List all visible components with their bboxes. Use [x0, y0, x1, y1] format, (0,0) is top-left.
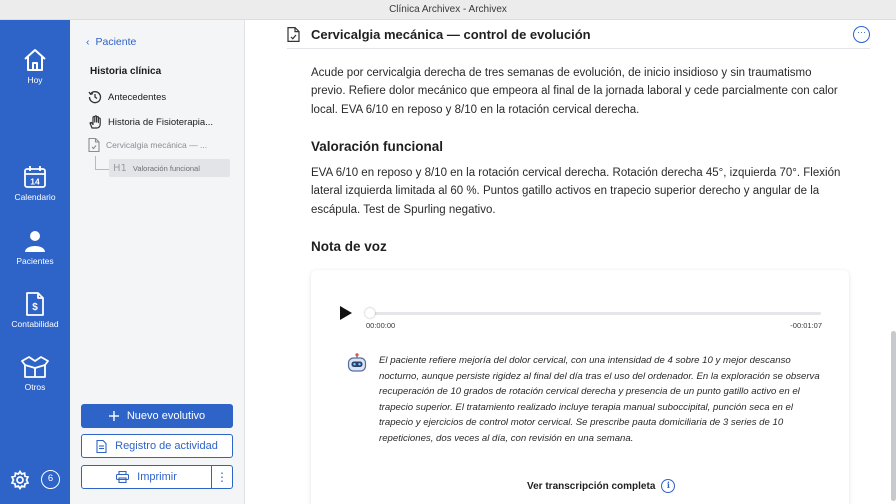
remaining-time: -00:01:07	[790, 321, 822, 330]
new-evolution-label: Nuevo evolutivo	[126, 410, 206, 422]
rail-footer	[0, 468, 70, 490]
document-header	[287, 20, 870, 49]
box-icon	[21, 355, 49, 379]
heading-level-marker: H1	[113, 162, 127, 174]
hand-icon	[88, 115, 102, 129]
play-icon[interactable]	[339, 305, 353, 321]
nav-item-others[interactable]	[0, 355, 70, 392]
document-title: Cervicalgia mecánica — control de evolución	[311, 27, 591, 42]
nav-item-accounting[interactable]	[0, 292, 70, 329]
document-icon	[287, 27, 300, 42]
more-options-button[interactable]: ···	[853, 26, 870, 43]
section-text-valoracion: EVA 6/10 en reposo y 8/10 en la rotación cervical derecha. Rotación derecha 45°, izquierda 70°. Flexión lateral izquierda limitada al 60 %. Puntos gatillo activos en trapecio superior derecho y angular de la escápula. Test de Spurling negativo.	[311, 167, 841, 216]
audio-progress-handle[interactable]	[365, 308, 375, 318]
sidebar-item-fisioterapia[interactable]	[88, 113, 213, 131]
nav-item-calendar[interactable]	[0, 165, 70, 202]
printer-icon	[116, 471, 129, 483]
window-title: Clínica Archivex - Archivex	[0, 0, 896, 20]
section-heading: Historia clínica	[90, 66, 162, 77]
notification-badge[interactable]: 6	[41, 470, 60, 489]
section-title-valoracion: Valoración funcional	[311, 139, 444, 154]
document-icon	[96, 440, 107, 453]
nav-label-calendar: Calendario	[14, 192, 56, 202]
new-evolution-button[interactable]	[81, 404, 233, 428]
history-icon	[88, 90, 102, 104]
vertical-scrollbar[interactable]	[891, 331, 896, 501]
voice-note-card	[311, 270, 849, 504]
activity-log-button[interactable]	[81, 434, 233, 458]
calendar-day: 14	[30, 176, 40, 187]
print-split-button	[81, 465, 233, 489]
print-options-button[interactable]: ⋮	[216, 470, 228, 484]
section-title-voice-note: Nota de voz	[311, 239, 387, 254]
tree-connector	[95, 156, 109, 170]
nav-label-accounting: Contabilidad	[11, 319, 59, 329]
svg-text:$: $	[32, 302, 38, 313]
sidebar-item-label: Valoración funcional	[132, 163, 200, 173]
gear-icon[interactable]	[10, 470, 30, 490]
document-icon	[88, 138, 100, 152]
nav-item-patients[interactable]	[0, 229, 70, 266]
sidebar-item-label: Cervicalgia mecánica — ...	[106, 140, 208, 150]
person-icon	[23, 229, 47, 253]
home-icon	[22, 48, 48, 72]
audio-progress-track[interactable]	[367, 312, 821, 315]
print-label: Imprimir	[137, 471, 177, 483]
robot-icon	[347, 353, 367, 375]
nav-label-others: Otros	[24, 382, 46, 392]
sidebar-item-cervicalgia[interactable]	[88, 136, 207, 154]
nav-item-today[interactable]	[0, 48, 70, 85]
invoice-icon	[24, 292, 46, 316]
info-icon[interactable]: i	[661, 479, 675, 493]
chevron-left-icon: ‹	[86, 36, 90, 48]
print-button[interactable]	[82, 466, 212, 488]
sidebar-item-label: Antecedentes	[108, 91, 167, 103]
activity-log-label: Registro de actividad	[115, 440, 218, 452]
sidebar-item-valoracion[interactable]	[109, 159, 230, 177]
back-label: Paciente	[95, 36, 137, 48]
full-transcript-link[interactable]	[527, 479, 675, 493]
document-pane	[245, 20, 896, 504]
sidebar-item-antecedentes[interactable]	[88, 88, 166, 106]
elapsed-time: 00:00:00	[366, 321, 396, 330]
calendar-icon	[23, 165, 47, 189]
nav-label-patients: Pacientes	[16, 256, 54, 266]
nav-label-today: Hoy	[27, 75, 43, 85]
full-transcript-label: Ver transcripción completa	[527, 480, 656, 492]
nav-rail	[0, 20, 70, 504]
sidebar	[70, 20, 245, 504]
sidebar-item-label: Historia de Fisioterapia...	[108, 116, 214, 128]
plus-icon	[109, 411, 119, 421]
back-link[interactable]	[86, 36, 136, 48]
document-intro: Acude por cervicalgia derecha de tres semanas de evolución, de inicio insidioso y sin traumatismo previo. Refiere dolor mecánico que empeora al final de la jornada laboral y cede parcialmente con calor local. EVA 6/10 en reposo y 8/10 en la rotación cervical derecha.	[311, 67, 838, 116]
voice-transcript: El paciente refiere mejoría del dolor cervical, con una intensidad de 4 sobre 10 y mejor descanso nocturno, aunque persiste rigidez al final del día tras el uso del ordenador. En la exploración se observa recuperación de 10 grados de rotación cervical derecha y presencia de un punto gatillo activo en el trapecio superior. El tratamiento realizado incluye terapia manual suboccipital, punción seca en el trapecio y ejercicios de control motor cervical. Se prescribe pauta domiciliaria de 3 series de 10 repeticiones, dos veces al día, con revisión en una semana.	[379, 355, 820, 444]
